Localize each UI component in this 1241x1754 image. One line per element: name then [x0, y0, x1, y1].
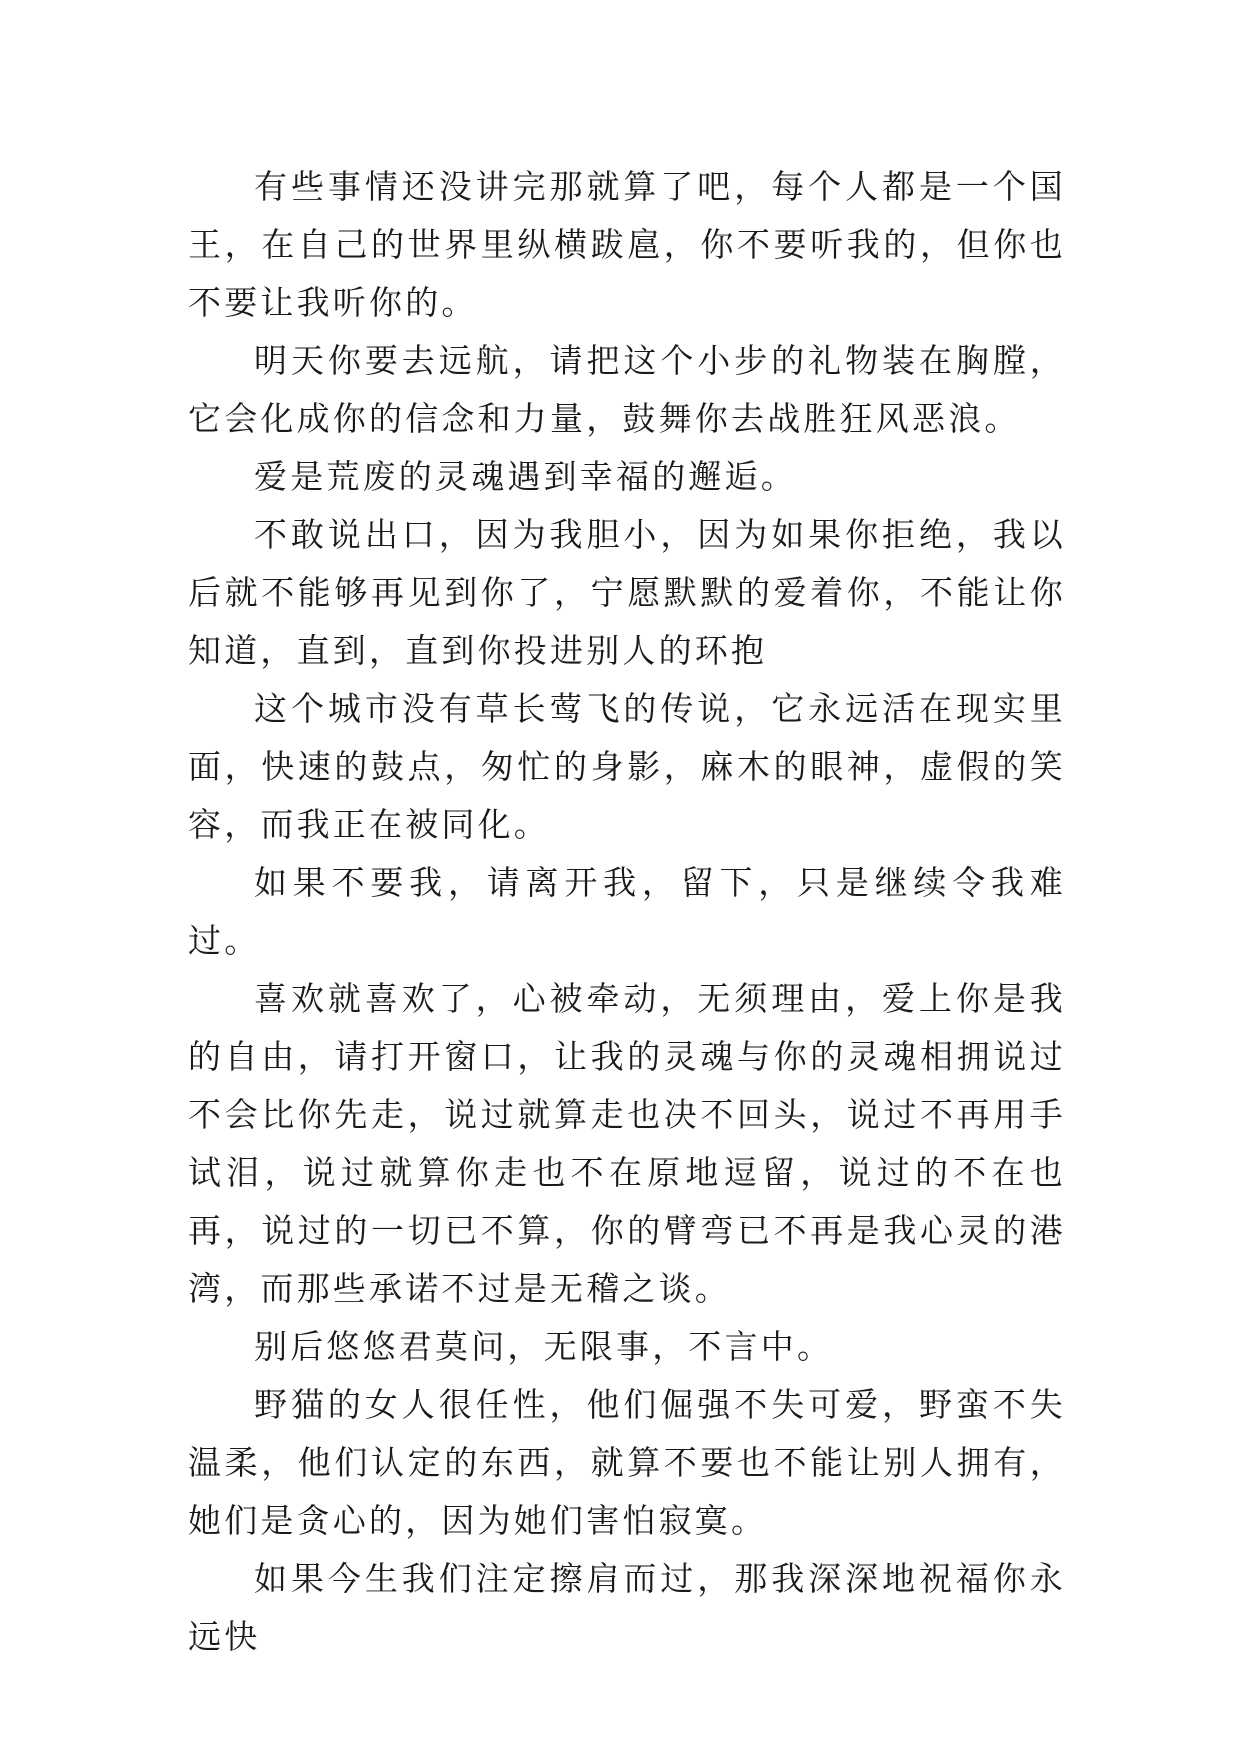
- paragraph: 如果今生我们注定擦肩而过，那我深深地祝福你永远快: [188, 1559, 1066, 1656]
- paragraph: 有些事情还没讲完那就算了吧，每个人都是一个国王，在自己的世界里纵横跋扈，你不要听我的，但你也不要让我听你的。: [188, 167, 1066, 322]
- paragraph: 爱是荒废的灵魂遇到幸福的邂逅。: [254, 457, 797, 496]
- paragraph: 明天你要去远航，请把这个小步的礼物装在胸膛，它会化成你的信念和力量，鼓舞你去战胜狂风恶浪。: [188, 341, 1066, 438]
- paragraph: 别后悠悠君莫问，无限事，不言中。: [254, 1327, 834, 1366]
- paragraph: 这个城市没有草长莺飞的传说，它永远活在现实里面，快速的鼓点，匆忙的身影，麻木的眼神，虚假的笑容，而我正在被同化。: [188, 689, 1066, 844]
- paragraph: 野猫的女人很任性，他们倔强不失可爱，野蛮不失温柔，他们认定的东西，就算不要也不能让别人拥有，她们是贪心的，因为她们害怕寂寞。: [188, 1385, 1066, 1540]
- document-body: [188, 158, 1066, 1666]
- paragraph: 如果不要我，请离开我，留下，只是继续令我难过。: [188, 863, 1066, 960]
- paragraph: 喜欢就喜欢了，心被牵动，无须理由，爱上你是我的自由，请打开窗口，让我的灵魂与你的灵魂相拥说过不会比你先走，说过就算走也决不回头，说过不再用手试泪，说过就算你走也不在原地逗留，说过的不在也再，说过的一切已不算，你的臂弯已不再是我心灵的港湾，而那些承诺不过是无稽之谈。: [188, 979, 1066, 1308]
- paragraph: 不敢说出口，因为我胆小，因为如果你拒绝，我以后就不能够再见到你了，宁愿默默的爱着你，不能让你知道，直到，直到你投进别人的环抱: [188, 515, 1066, 670]
